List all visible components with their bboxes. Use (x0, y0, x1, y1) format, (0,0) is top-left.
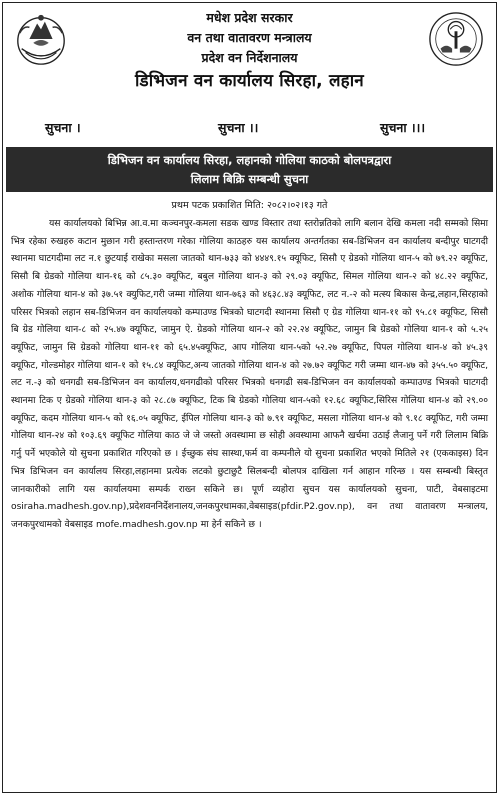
notice-row (0, 119, 499, 139)
nepal-emblem-icon (12, 10, 70, 68)
header-government: मधेश प्रदेश सरकार (206, 10, 293, 25)
publication-date: प्रथम पटक प्रकाशित मिति: २०८२।०२।१३ गते (171, 200, 328, 211)
header-ministry: वन तथा वातावरण मन्त्रालय (187, 30, 312, 45)
forest-ministry-logo-icon (427, 10, 485, 68)
notice-body: यस कार्यालयको बिभिन्न आ.व.मा कञ्चनपुर-कमला सडक खण्ड विस्तार तथा स्तरोन्नतिको लागि बलान देखि कमला नदी सम्मको सिमा भित्र रहेका रुखहरु कटान मुछान गरी हस्तान्तरण गरेका गोलिया काठहरु यस कार्यालय अन्तर्गतका सब-डिभिजन वन कार्यालय बन्दीपुर घाटगदी स्थानमा घाटगदीमा लट न.१ छुटयाई राखेका मसला जातको थान-७३३ को ४४४९.१५ क्यूफिट, सिसौ ए ग्रेडको गोलिया थान-५ को ७९.२२ क्यूफिट, सिसौ बि ग्रेडको गोलिया थान-१६ को ८५.३० क्यूफिट, बबुल गोलिया थान-३ को २९.०३ क्यूफिट, सिमल गोलिया थान-२ को ४८.२२ क्यूफिट, अशोक गोलिया थान-४ को ३७.५१ क्युफिट,गरी जम्मा गोलिया थान-७६३ को ४६३८.४३ क्यूफिट, लट न.-२ को मत्स्य बिकास केन्द्र,लहान,सिरहाको परिसर भित्रको लहान सब-डिभिजन वन कार्यालयको कम्पाउण्ड भित्रको घाटगदी स्थानमा सिसौ ए ग्रेड गोलिया थान-११ को ९५.८१ क्यूफिट, सिसौ बि ग्रेड गोलिया थान-८ को २५.४७ क्यूफिट, जामुन ऐ. ग्रेडको गोलिया थान-२ को २२.२४ क्यूफिट, जामुन बि ग्रेडको गोलिया थान-१ को ५.२५ क्यूफिट, जामुन सि ग्रेडको गोलिया थान-११ को ६५.४५क्यूफिट, आप गोलिया थान-५को ५२.२७ क्यूफिट, पिपल गोलिया थान-४ को ४५.३९ क्यूफिट, गोल्डमोहर गोलिया थान-१ को १५.८४ क्यूफिट,अन्य जातको गोलिया थान-४ को २७.७२ क्यूफिट गरी जम्मा थान-४७ को ३५५.५० क्यूफिट, लट न.-३ को धनगढी सब-डिभिजन वन कार्यालय,धनगढीको परिसर भित्रको धनगढी सब-डिभिजन वन कार्यालयको कम्पाउण्ड भित्रको घाटगदी स्थानमा टिक ए ग्रेडको गोलिया थान-३ को २८.८७ क्यूफिट, टिक बि ग्रेडको गोलिया थान-५को १२.६८ क्यूफिट,सिरिस गोलिया थान-४ को २९.०० क्यूफिट, कदम गोलिया थान-५ को १६.०५ क्यूफिट, ईपिल गोलिया थान-३ को ७.९१ क्यूफिट, मसला गोलिया थान-४ को ९.१८ क्यूफिट, गरी जम्मा गोलिया थान-२४ को १०३.६९ क्यूफिट गोलिया काठ जे जे जस्तो अवस्थामा छ सोही अवस्थामा आफनै खर्चमा उठाई लैजानु पर्ने गरी लिलाम बिक्रि गर्नु पर्ने भएकोले यो सुचना प्रकाशित गरिएको छ । ईच्छुक संघ सास्था,फर्म वा कम्पनीले यो सुचना प्रकाशित भएको मितिले २१ (एककाइस) दिन भित्र डिभिजन वन कार्यालय सिरहा,लहानमा प्रत्येक लटको छुटाछुटै सिलबन्दी बोलपत्र दाखिला गर्न आहान गरिन्छ । यस सम्बन्धी बिस्तृत जानकारीको लागि यस कार्यालयमा सम्पर्क राख्न सकिने छ। पूर्ण व्यहोरा सुचन यस कार्यालयको सुचना, पाटी, वेबसाइटमा osiraha.madhesh.gov.np),प्रदेशवननिर्देशनालय,जनकपुरधामका,वेबसाइड(pfdir.P2.gov.np), वन तथा वातावरण मन्त्रालय, जनकपुरधामको वेबसाइड mofe.madhesh.gov.np मा हेर्न सकिने छ । (11, 218, 488, 530)
header-text (70, 8, 429, 94)
notice-title-line-2: लिलाम बिक्रि सम्बन्धी सुचना (190, 171, 309, 186)
notice-label-3: सुचना ।।। (380, 120, 426, 135)
notice-label-1: सुचना । (45, 120, 81, 135)
notice-title-box (6, 147, 493, 192)
header-directorate: प्रदेश वन निर्देशनालय (201, 50, 298, 65)
notice-label-2: सुचना ।। (218, 120, 259, 135)
header (0, 0, 499, 135)
header-office: डिभिजन वन कार्यालय सिरहा, लहान (135, 71, 364, 91)
notice-title-line-1: डिभिजन वन कार्यालय सिरहा, लहानको गोलिया काठको बोलपत्रद्वारा (107, 152, 392, 167)
